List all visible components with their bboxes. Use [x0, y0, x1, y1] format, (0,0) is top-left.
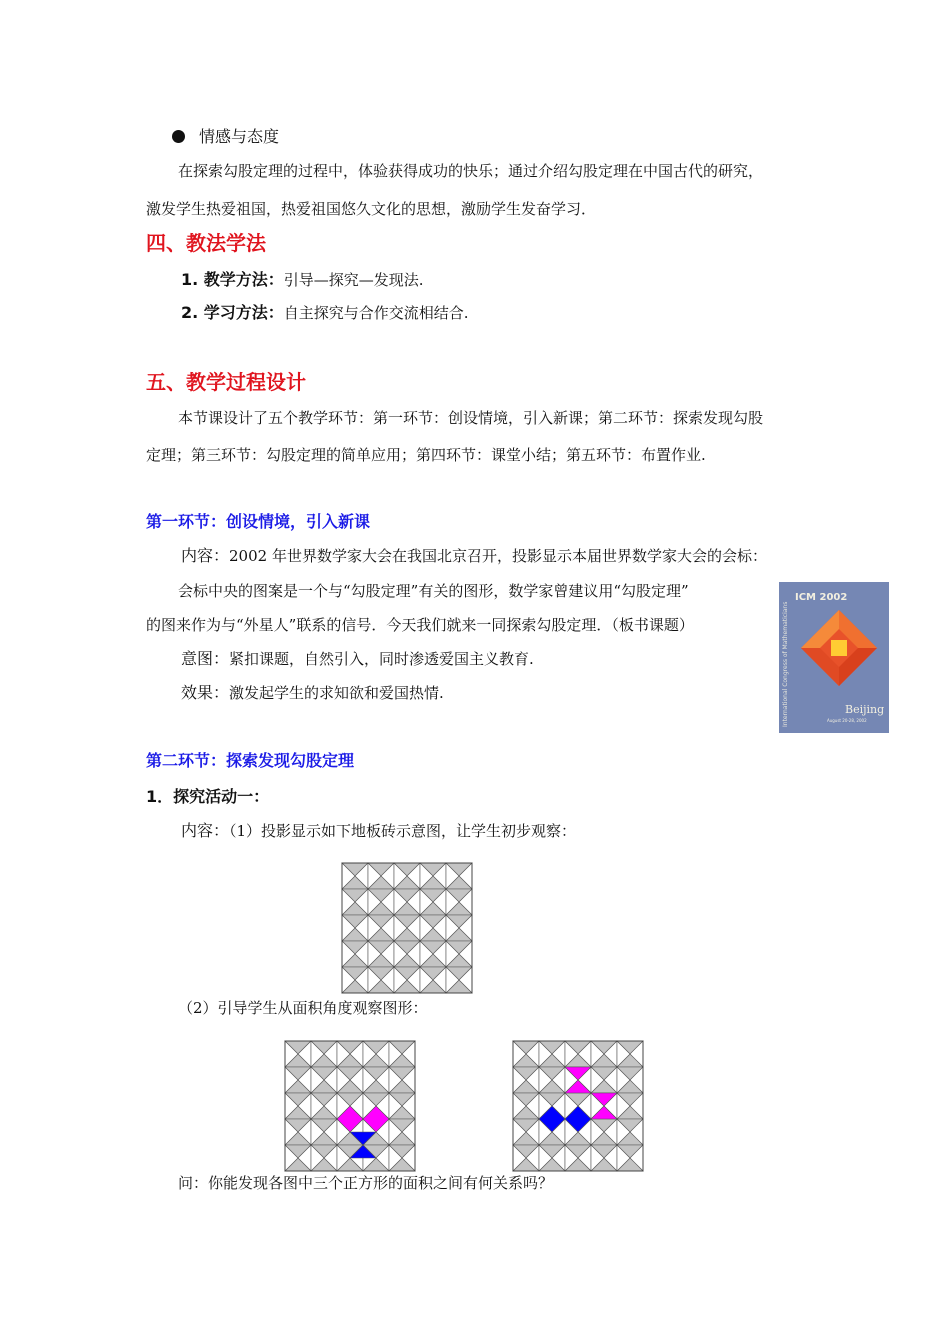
intent-text: 紧扣课题，自然引入，同时渗透爱国主义教育.	[229, 650, 534, 668]
question-text: 问：你能发现各图中三个正方形的面积之间有何关系吗？	[178, 1174, 554, 1192]
floor-tile-figure-area-1	[284, 1040, 416, 1174]
activity-title: 1．探究活动一：	[146, 787, 270, 806]
content-text: 2002 年世界数学家大会在我国北京召开，投影显示本届世界数学家大会的会标：	[229, 547, 767, 565]
method-label: 2. 学习方法：	[181, 303, 284, 322]
floor-tile-svg	[341, 862, 473, 996]
bullet-heading-text: 情感与态度	[199, 127, 280, 146]
paragraph-line: 本节课设计了五个教学环节：第一环节：创设情境，引入新课；第二环节：探索发现勾股	[178, 409, 764, 427]
effect-text: 激发起学生的求知欲和爱国热情.	[229, 684, 444, 702]
content-label: 内容：	[181, 821, 230, 840]
paragraph-line: 会标中央的图案是一个与“勾股定理”有关的图形，数学家曾建议用“勾股定理”	[178, 582, 689, 600]
bullet-heading	[172, 126, 279, 148]
content-label: 内容：	[181, 546, 230, 565]
method-item	[181, 270, 424, 290]
effect-label: 效果：	[181, 683, 230, 702]
content-line	[181, 546, 767, 566]
intent-line	[181, 649, 534, 669]
section-heading: 四、教法学法	[146, 231, 266, 255]
paragraph-line: 的图来作为与“外星人”联系的信号．今天我们就来一同探索勾股定理．（板书课题）	[146, 616, 694, 634]
floor-tile-svg	[512, 1040, 644, 1174]
floor-tile-svg	[284, 1040, 416, 1174]
subsection-heading: 第二环节：探索发现勾股定理	[146, 751, 355, 770]
method-item	[181, 303, 469, 323]
svg-text:Beijing: Beijing	[845, 703, 885, 716]
icm-2002-logo	[779, 582, 889, 733]
paragraph-line: 定理；第三环节：勾股定理的简单应用；第四环节：课堂小结；第五环节：布置作业.	[146, 446, 706, 464]
svg-text:August 20-28, 2002: August 20-28, 2002	[827, 718, 867, 723]
paragraph-line: 在探索勾股定理的过程中，体验获得成功的快乐；通过介绍勾股定理在中国古代的研究，	[178, 162, 764, 180]
svg-text:International Congress of Math: International Congress of Mathematicians	[782, 601, 789, 727]
effect-line	[181, 683, 444, 703]
method-text: 引导—探究—发现法.	[283, 271, 424, 289]
intent-label: 意图：	[181, 649, 230, 668]
method-label: 1. 教学方法：	[181, 270, 284, 289]
floor-tile-figure	[341, 862, 473, 996]
subsection-heading: 第一环节：创设情境，引入新课	[146, 512, 371, 531]
svg-text:ICM 2002: ICM 2002	[795, 592, 848, 603]
method-text: 自主探究与合作交流相结合.	[283, 304, 469, 322]
bullet-dot-icon	[172, 130, 185, 143]
paragraph-line: 激发学生热爱祖国，热爱祖国悠久文化的思想，激励学生发奋学习．	[146, 200, 597, 218]
content-line	[181, 821, 576, 841]
floor-tile-figure-area-2	[512, 1040, 644, 1174]
step-text: （2）引导学生从面积角度观察图形：	[178, 999, 428, 1017]
content-text: （1）投影显示如下地板砖示意图，让学生初步观察：	[229, 822, 577, 840]
section-heading: 五、教学过程设计	[146, 370, 306, 394]
